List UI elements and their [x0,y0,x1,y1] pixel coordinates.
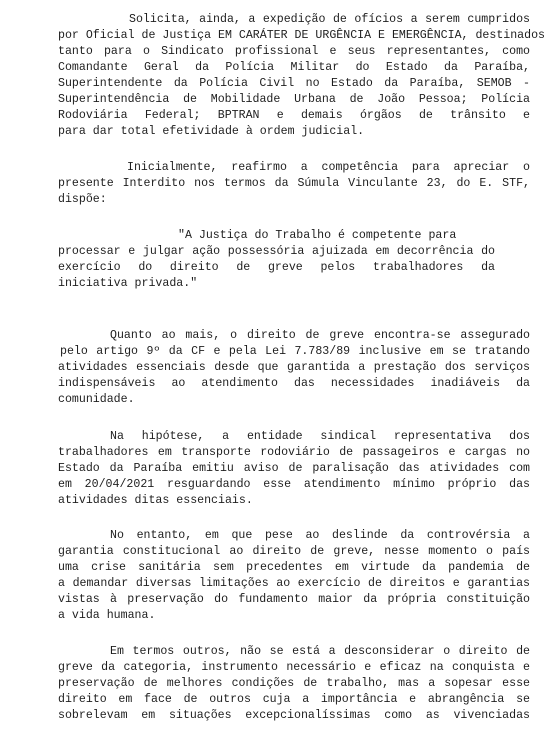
text-line: para dar total efetividade à ordem judicial. [58,125,365,138]
quote-line: exercício do direito de greve pelos trabalhadores da [58,261,495,274]
text-line: comunidade. [58,393,135,406]
text-line: dispõe: [58,193,107,206]
text-line: direito em face de outros cuja a importância e abrangência se [58,693,530,706]
text-line: garantia constitucional ao direito de greve, nesse momento o país [58,545,530,558]
text-line: Em termos outros, não se está a desconsiderar o direito de [110,645,530,658]
text-line: Inicialmente, reafirmo a competência para apreciar o [127,161,530,174]
text-line: Na hipótese, a entidade sindical representativa dos [110,430,530,443]
text-line: atividades essenciais desde que garantida a prestação dos serviços [58,361,530,374]
text-line: Superintendente da Polícia Civil no Estado da Paraíba, SEMOB - [58,77,530,90]
text-line: presente Interdito nos termos da Súmula Vinculante 23, do E. STF, [58,177,530,190]
quote-line: processar e julgar ação possessória ajuizada em decorrência do [58,245,495,258]
text-line: uma crise sanitária sem precedentes em virtude da pandemia de [58,561,530,574]
text-line: preservação de melhores condições de trabalho, mas a sopesar esse [58,677,530,690]
text-line: tanto para o Sindicato profissional e seus representantes, como [58,45,530,58]
text-line: pelo artigo 9º da CF e pela Lei 7.783/89 inclusive em se tratando [60,345,530,358]
text-line: em 20/04/2021 resguardando esse atendimento mínimo próprio das [58,478,530,491]
text-line: Rodoviária Federal; BPTRAN e demais órgãos de trânsito e [58,109,530,122]
text-line: No entanto, em que pese ao deslinde da controvérsia a [110,529,530,542]
text-line: por Oficial de Justiça EM CARÁTER DE URGÊNCIA E EMERGÊNCIA, destinados [58,29,546,42]
text-line: vistas à preservação do fundamento maior da própria constituição [58,593,530,606]
text-line: Solicita, ainda, a expedição de ofícios a serem cumpridos [129,13,530,26]
text-line: indispensáveis ao atendimento das necessidades inadiáveis da [58,377,530,390]
text-line: Estado da Paraíba emitiu aviso de paralisação das atividades com [58,462,530,475]
quote-line: "A Justiça do Trabalho é competente para [178,229,457,242]
text-line: Comandante Geral da Polícia Militar do Estado da Paraíba, [58,61,530,74]
text-line: a vida humana. [58,609,156,622]
text-line: a demandar diversas limitações ao exercício de direitos e garantias [58,577,530,590]
text-line: trabalhadores em transporte rodoviário de passageiros e cargas no [58,446,530,459]
text-line: greve da categoria, instrumento necessário e eficaz na conquista e [58,661,530,674]
text-line: atividades ditas essenciais. [58,494,253,507]
text-line: sobrelevam em situações excepcionalíssimas como as vivenciadas [58,709,530,722]
text-line: Superintendência de Mobilidade Urbana de João Pessoa; Polícia [58,93,530,106]
quote-line: iniciativa privada." [58,277,198,290]
text-line: Quanto ao mais, o direito de greve encontra-se assegurado [110,329,530,342]
